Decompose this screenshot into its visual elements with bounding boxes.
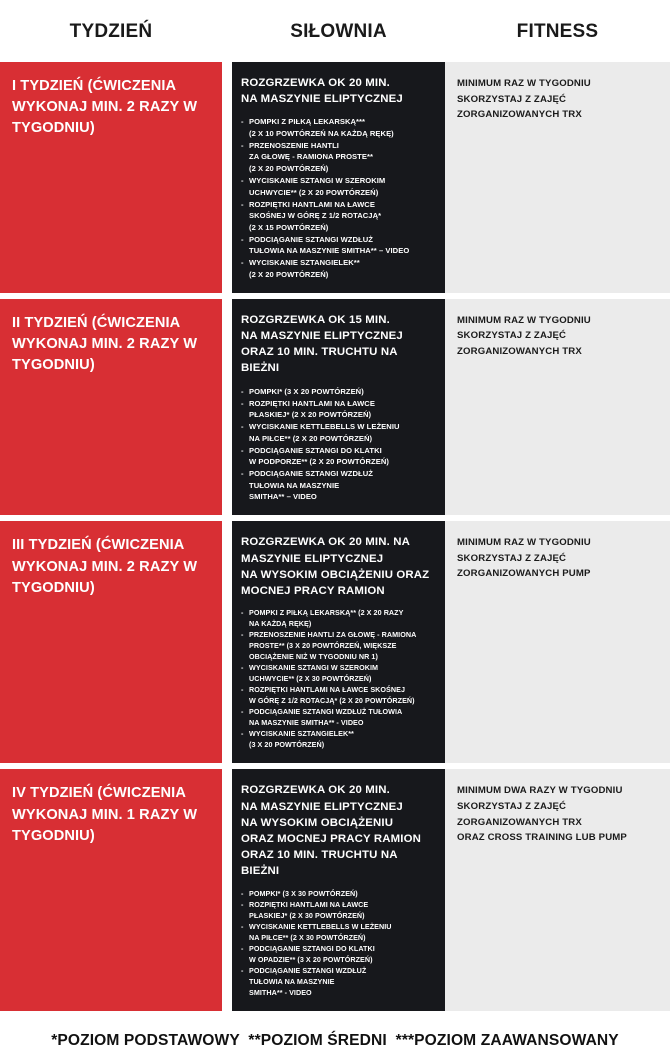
gym-cell [232,299,445,516]
gym-exercise-item: - POMPKI* (3 X 30 POWTÓRZEŃ) [241,889,436,900]
legend-footer [0,1017,670,1064]
fitness-text: MINIMUM DWA RAZY W TYGODNIU SKORZYSTAJ Z ZAJĘĆ ZORGANIZOWANYCH TRX ORAZ CROSS TRAINING LUB PUMP [457,785,627,844]
gym-exercise-item: - ROZPIĘTKI HANTLAMI NA ŁAWCE SKOŚNEJ W GÓRĘ Z 1/2 ROTACJĄ* (2 X 15 POWTÓRZEŃ) [241,199,436,234]
table-row [0,62,670,293]
gym-exercise-item: - WYCISKANIE KETTLEBELLS W LEŻENIU NA PIŁCE** (2 X 20 POWTÓRZEŃ) [241,421,436,444]
gym-exercise-item: - POMPKI Z PIŁKĄ LEKARSKĄ*** (2 X 10 POWTÓRZEŃ NA KAŻDĄ RĘKĘ) [241,116,436,139]
fitness-text: MINIMUM RAZ W TYGODNIU SKORZYSTAJ Z ZAJĘĆ ZORGANIZOWANYCH TRX [457,78,591,121]
table-header-row [0,0,670,62]
fitness-cell [445,299,670,516]
gym-cell [232,769,445,1011]
gym-exercise-item: - ROZPIĘTKI HANTLAMI NA ŁAWCE PŁASKIEJ* (2 X 20 POWTÓRZEŃ) [241,398,436,421]
gym-cell [232,62,445,293]
gym-exercise-item: - PODCIĄGANIE SZTANGI WZDŁUŻ TUŁOWIA NA MASZYNIE SMITHA** - VIDEO [241,707,436,729]
legend-text: *POZIOM PODSTAWOWY **POZIOM ŚREDNI ***POZIOM ZAAWANSOWANY [51,1031,619,1049]
gym-exercise-item: - WYCISKANIE SZTANGI W SZEROKIM UCHWYCIE** (2 X 20 POWTÓRZEŃ) [241,175,436,198]
gym-warmup-heading: ROZGRZEWKA OK 20 MIN. NA MASZYNIE ELIPTYCZNEJ NA WYSOKIM OBCIĄŻENIU ORAZ MOCNEJ PRACY RAMION [241,536,430,597]
gym-exercise-item: - WYCISKANIE KETTLEBELLS W LEŻENIU NA PIŁCE** (2 X 30 POWTÓRZEŃ) [241,922,436,944]
gym-cell [232,521,445,763]
fitness-cell [445,62,670,293]
gym-exercise-item: - WYCISKANIE SZTANGI W SZEROKIM UCHWYCIE** (2 X 30 POWTÓRZEŃ) [241,663,436,685]
gym-warmup-heading: ROZGRZEWKA OK 15 MIN. NA MASZYNIE ELIPTYCZNEJ ORAZ 10 MIN. TRUCHTU NA BIEŻNI [241,313,403,375]
gym-exercise-item: - ROZPIĘTKI HANTLAMI NA ŁAWCE SKOŚNEJ W GÓRĘ Z 1/2 ROTACJĄ* (2 X 20 POWTÓRZEŃ) [241,685,436,707]
gym-exercise-item: - WYCISKANIE SZTANGIELEK** (2 X 20 POWTÓRZEŃ) [241,257,436,280]
gym-exercise-list [241,608,436,751]
week-cell [0,521,222,763]
table-row [0,521,670,763]
table-body [0,62,670,1011]
gym-exercise-item: - ROZPIĘTKI HANTLAMI NA ŁAWCE PŁASKIEJ* (2 X 30 POWTÓRZEŃ) [241,900,436,922]
column-header-gym: SIŁOWNIA [290,20,387,42]
gym-exercise-item: - PODCIĄGANIE SZTANGI WZDŁUŻ TUŁOWIA NA MASZYNIE SMITHA** – VIDEO [241,468,436,503]
week-title: I TYDZIEŃ (ĆWICZENIA WYKONAJ MIN. 2 RAZY W TYGODNIU) [12,78,198,137]
gym-exercise-item: - PRZENOSZENIE HANTLI ZA GŁOWĘ - RAMIONA PROSTE** (2 X 20 POWTÓRZEŃ) [241,140,436,175]
gym-exercise-item: - PODCIĄGANIE SZTANGI WZDŁUŻ TUŁOWIA NA MASZYNIE SMITHA** - VIDEO [241,966,436,998]
table-row [0,299,670,516]
column-header-week: TYDZIEŃ [69,20,153,42]
gym-exercise-item: - PRZENOSZENIE HANTLI ZA GŁOWĘ - RAMIONA PROSTE** (3 X 20 POWTÓRZEŃ, WIĘKSZE OBCIĄŻENIE NIŻ W TYGODNIU NR 1) [241,630,436,662]
gym-exercise-list [241,116,436,280]
gym-exercise-item: - POMPKI* (3 X 20 POWTÓRZEŃ) [241,386,436,398]
gym-exercise-item: - PODCIĄGANIE SZTANGI WZDŁUŻ TUŁOWIA NA MASZYNIE SMITHA** – VIDEO [241,234,436,257]
gym-exercise-list [241,386,436,503]
gym-exercise-item: - PODCIĄGANIE SZTANGI DO KLATKI W PODPORZE** (2 X 20 POWTÓRZEŃ) [241,445,436,468]
gym-exercise-item: - PODCIĄGANIE SZTANGI DO KLATKI W OPADZIE** (3 X 20 POWTÓRZEŃ) [241,944,436,966]
gym-exercise-item: - WYCISKANIE SZTANGIELEK** (3 X 20 POWTÓRZEŃ) [241,729,436,751]
fitness-text: MINIMUM RAZ W TYGODNIU SKORZYSTAJ Z ZAJĘĆ ZORGANIZOWANYCH TRX [457,314,591,357]
table-row [0,769,670,1011]
week-title: IV TYDZIEŃ (ĆWICZENIA WYKONAJ MIN. 1 RAZY W TYGODNIU) [12,785,198,844]
column-header-fitness: FITNESS [516,20,599,42]
week-cell [0,769,222,1011]
week-cell [0,62,222,293]
week-cell [0,299,222,516]
week-title: II TYDZIEŃ (ĆWICZENIA WYKONAJ MIN. 2 RAZY W TYGODNIU) [12,314,198,374]
fitness-cell [445,521,670,763]
fitness-cell [445,769,670,1011]
gym-exercise-item: - POMPKI Z PIŁKĄ LEKARSKĄ** (2 X 20 RAZY NA KAŻDĄ RĘKĘ) [241,608,436,630]
week-title: III TYDZIEŃ (ĆWICZENIA WYKONAJ MIN. 2 RAZY W TYGODNIU) [12,537,198,596]
gym-exercise-list [241,889,436,999]
gym-warmup-heading: ROZGRZEWKA OK 20 MIN. NA MASZYNIE ELIPTYCZNEJ NA WYSOKIM OBCIĄŻENIU ORAZ MOCNEJ PRACY RAMION ORAZ 10 MIN. TRUCHTU NA BIEŻNI [241,784,421,878]
fitness-text: MINIMUM RAZ W TYGODNIU SKORZYSTAJ Z ZAJĘĆ ZORGANIZOWANYCH PUMP [457,537,591,580]
gym-warmup-heading: ROZGRZEWKA OK 20 MIN. NA MASZYNIE ELIPTYCZNEJ [241,77,403,106]
